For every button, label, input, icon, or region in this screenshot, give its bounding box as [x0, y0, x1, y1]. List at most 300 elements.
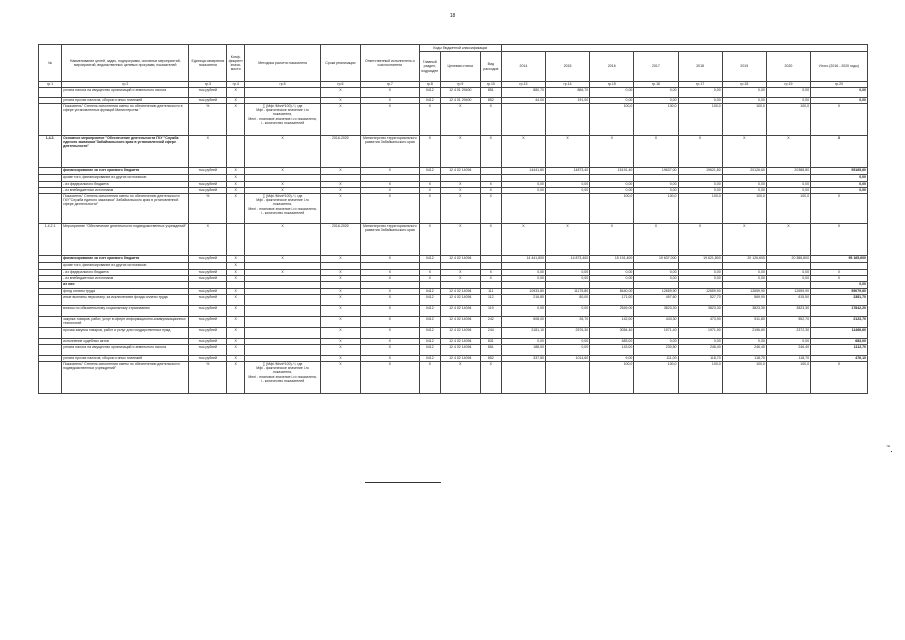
row-year-value: 0,00: [546, 276, 590, 282]
row-year-value: 0,00: [722, 270, 766, 276]
row-year-value: 20 126,600: [722, 256, 766, 263]
row-number: [39, 282, 62, 289]
row-responsible: Х: [360, 362, 419, 394]
row-name: уплата налога на имущество организаций и земельного налога: [62, 88, 189, 98]
row-year-value: 100,0: [766, 194, 810, 224]
row-year-value: 19637,00: [634, 168, 678, 175]
row-responsible: [360, 282, 419, 289]
row-number: [39, 194, 62, 224]
col-header-unit: Единица измерения показателя: [189, 45, 227, 82]
row-method: [245, 328, 321, 339]
row-name: финансирование за счет краевого бюджета: [62, 256, 189, 263]
row-year-value: гр.18: [722, 82, 766, 88]
row-term: Х: [320, 256, 360, 263]
row-year-value: 1971,40: [634, 328, 678, 339]
row-year-value: 0,00: [501, 306, 545, 317]
row-method: Х: [245, 182, 321, 188]
col-header-budget-codes: Коды бюджетной классификации: [419, 45, 501, 52]
row-year-value: [501, 362, 545, 394]
row-total: 476,10: [811, 356, 868, 362]
row-year-value: 188,00: [501, 345, 545, 356]
row-section: 0412: [419, 339, 440, 345]
row-section: гр.8: [419, 82, 440, 88]
row-coefficient: Х: [227, 345, 245, 356]
row-expense-type: [480, 282, 501, 289]
row-year-value: 0,00: [590, 88, 634, 98]
row-expense-type: Х: [480, 194, 501, 224]
row-year-value: 3823,30: [634, 306, 678, 317]
row-method: [245, 263, 321, 270]
row-responsible: Х: [360, 276, 419, 282]
row-unit: Х: [189, 224, 227, 256]
col-header-year: 2015: [546, 52, 590, 82]
row-year-value: 19 621,800: [678, 256, 722, 263]
row-year-value: Х: [501, 136, 545, 168]
row-expense-type: Х: [480, 188, 501, 194]
row-method: [245, 88, 321, 98]
row-year-value: 0,00: [766, 270, 810, 276]
row-expense-type: Х: [480, 104, 501, 136]
row-target-article: Х: [440, 136, 480, 168]
row-expense-type: [480, 256, 501, 263]
row-coefficient: Х: [227, 194, 245, 224]
row-year-value: 10933,80: [501, 289, 545, 295]
col-header-no: №: [39, 45, 62, 82]
row-year-value: 15 191,400: [590, 256, 634, 263]
row-coefficient: Х: [227, 356, 245, 362]
row-name: уплата прочих налогов, сборов и иных платежей: [62, 98, 189, 104]
row-year-value: 0,00: [766, 98, 810, 104]
row-name: Мероприятие "Обеспечение деятельности подведомственных учреждений": [62, 224, 189, 256]
row-target-article: 12 4 02 14094: [440, 339, 480, 345]
row-year-value: 0,00: [590, 276, 634, 282]
row-section: 0412: [419, 98, 440, 104]
row-term: Х: [320, 194, 360, 224]
row-method: Х: [245, 256, 321, 263]
row-target-article: [440, 263, 480, 270]
row-year-value: 3054,40: [590, 328, 634, 339]
row-responsible: Х: [360, 104, 419, 136]
row-target-article: Х: [440, 104, 480, 136]
row-method: [245, 295, 321, 306]
row-year-value: 100,0: [766, 104, 810, 136]
row-responsible: [360, 175, 419, 182]
row-term: Х: [320, 295, 360, 306]
row-coefficient: Х: [227, 88, 245, 98]
row-total: 17842,20: [811, 306, 868, 317]
row-year-value: [678, 175, 722, 182]
row-year-value: 0,00: [546, 270, 590, 276]
row-target-article: 12 4 02 14094: [440, 317, 480, 328]
row-year-value: 12659,90: [634, 289, 678, 295]
row-total: 0,00: [811, 98, 868, 104]
row-year-value: 0,00: [546, 182, 590, 188]
row-year-value: 171,00: [590, 295, 634, 306]
table-row: [39, 317, 868, 328]
row-total: 59079,60: [811, 289, 868, 295]
row-target-article: 12 4 02 14094: [440, 289, 480, 295]
row-year-value: Х: [722, 224, 766, 256]
row-expense-type: [480, 175, 501, 182]
row-year-value: 0,00: [634, 98, 678, 104]
row-coefficient: Х: [227, 362, 245, 394]
row-coefficient: Х: [227, 256, 245, 263]
row-year-value: [546, 362, 590, 394]
row-term: Х: [320, 317, 360, 328]
row-year-value: 100,0: [590, 362, 634, 394]
row-year-value: 80,00: [546, 295, 590, 306]
row-unit: [189, 263, 227, 270]
row-year-value: [546, 282, 590, 289]
row-method: гр.5: [245, 82, 321, 88]
row-term: [320, 175, 360, 182]
row-unit: тыс.рублей: [189, 295, 227, 306]
row-year-value: 0,00: [678, 270, 722, 276]
row-number: [39, 256, 62, 263]
row-year-value: 0,00: [634, 276, 678, 282]
row-year-value: 0,00: [546, 345, 590, 356]
row-year-value: 19621,80: [678, 168, 722, 175]
row-year-value: 0,00: [501, 270, 545, 276]
row-year-value: 12659,90: [678, 289, 722, 295]
row-coefficient: Х: [227, 270, 245, 276]
row-total: 95165,60: [811, 168, 868, 175]
row-term: Х: [320, 356, 360, 362]
row-target-article: [440, 175, 480, 182]
row-target-article: [440, 282, 480, 289]
row-responsible: Х: [360, 345, 419, 356]
row-unit: %: [189, 104, 227, 136]
program-table-wrapper: [38, 44, 868, 394]
row-number: [39, 88, 62, 98]
row-expense-type: [480, 168, 501, 175]
row-expense-type: Х: [480, 182, 501, 188]
row-year-value: гр.13: [501, 82, 545, 88]
row-year-value: 0,00: [678, 276, 722, 282]
row-target-article: Х: [440, 224, 480, 256]
row-total: 95 165,600: [811, 256, 868, 263]
table-row: [39, 362, 868, 394]
row-year-value: 880,70: [501, 88, 545, 98]
row-name: Показатель" Степень исполнения сметы по обеспечению деятельности подведомственных учреждений": [62, 362, 189, 394]
row-expense-type: Х: [480, 362, 501, 394]
row-year-value: 100,0: [678, 194, 722, 224]
row-year-value: [546, 175, 590, 182]
row-year-value: 0,00: [501, 276, 545, 282]
row-year-value: 246,40: [722, 345, 766, 356]
table-row: [39, 175, 868, 182]
row-year-value: 0,00: [766, 276, 810, 282]
row-responsible: Х: [360, 188, 419, 194]
row-year-value: 118,70: [766, 356, 810, 362]
row-unit: тыс.рублей: [189, 328, 227, 339]
row-method: [245, 194, 321, 224]
row-year-value: 246,40: [678, 345, 722, 356]
row-section: Х: [419, 136, 440, 168]
row-term: Х: [320, 328, 360, 339]
row-name: - из внебюджетных источников: [62, 276, 189, 282]
row-year-value: 100,0: [722, 194, 766, 224]
row-year-value: [722, 175, 766, 182]
row-coefficient: Х: [227, 188, 245, 194]
row-method: [245, 104, 321, 136]
row-method: Х: [245, 168, 321, 175]
row-year-value: 14 441,800: [501, 256, 545, 263]
row-number: [39, 175, 62, 182]
row-total: Х: [811, 362, 868, 394]
row-number: [39, 317, 62, 328]
table-row: [39, 104, 868, 136]
method-line: i - количество показателей: [260, 120, 305, 125]
row-term: Х: [320, 345, 360, 356]
row-year-value: 0,00: [722, 276, 766, 282]
row-year-value: 0,00: [546, 188, 590, 194]
row-year-value: [634, 175, 678, 182]
page-number: 18: [449, 13, 456, 19]
row-expense-type: 111: [480, 289, 501, 295]
row-name: уплата прочих налогов, сборов и иных платежей: [62, 356, 189, 362]
row-total: Х: [811, 136, 868, 168]
row-year-value: [678, 263, 722, 270]
row-name: финансирование за счет краевого бюджета: [62, 168, 189, 175]
row-term: Х: [320, 270, 360, 276]
row-year-value: Х: [766, 136, 810, 168]
row-coefficient: Х: [227, 317, 245, 328]
row-section: Х: [419, 362, 440, 394]
row-total: Х: [811, 276, 868, 282]
row-year-value: 1014,60: [546, 356, 590, 362]
row-name: Показатель" Степень исполнения сметы по обеспечению деятельности в сфере установленных функций Министерства ": [62, 104, 189, 136]
row-year-value: 2181,10: [501, 328, 545, 339]
row-expense-type: 851: [480, 88, 501, 98]
row-year-value: Х: [722, 136, 766, 168]
col-header-method: Методика расчета показателя: [245, 45, 321, 82]
row-responsible: Х: [360, 328, 419, 339]
table-row: [39, 88, 868, 98]
row-total: 0,00: [811, 182, 868, 188]
row-year-value: 0,00: [722, 88, 766, 98]
row-target-article: 12 4 02 14094: [440, 356, 480, 362]
row-target-article: Х: [440, 182, 480, 188]
row-name: - из федерального бюджета: [62, 182, 189, 188]
row-year-value: [722, 282, 766, 289]
row-year-value: 0,00: [634, 270, 678, 276]
row-name: прочая закупка товаров, работ и услуг для государственных нужд: [62, 328, 189, 339]
row-target-article: Х: [440, 188, 480, 194]
row-unit: тыс.рублей: [189, 276, 227, 282]
row-year-value: [546, 104, 590, 136]
row-unit: тыс.рублей: [189, 306, 227, 317]
row-term: [320, 263, 360, 270]
row-year-value: 0,00: [634, 339, 678, 345]
row-number: [39, 263, 62, 270]
row-expense-type: Х: [480, 136, 501, 168]
row-name: уплата налога на имущество организаций и земельного налога: [62, 345, 189, 356]
row-total: 683,00: [811, 339, 868, 345]
method-line: Мплi - плановое значение i-го показателя,: [248, 206, 317, 211]
row-year-value: [501, 282, 545, 289]
row-coefficient: Х: [227, 98, 245, 104]
col-header-year: 2017: [634, 52, 678, 82]
row-year-value: 0,00: [766, 88, 810, 98]
row-total: 11466,60: [811, 328, 868, 339]
row-method: [245, 345, 321, 356]
row-year-value: Х: [634, 224, 678, 256]
col-header-spacer: [501, 45, 867, 52]
row-name: - из федерального бюджета: [62, 270, 189, 276]
row-year-value: 0,00: [678, 188, 722, 194]
row-year-value: [501, 194, 545, 224]
row-expense-type: 112: [480, 295, 501, 306]
col-header-year: 2020: [766, 52, 810, 82]
row-method: [245, 317, 321, 328]
row-coefficient: Х: [227, 168, 245, 175]
row-unit: гр.3: [189, 82, 227, 88]
row-coefficient: Х: [227, 328, 245, 339]
row-year-value: 100,0: [634, 194, 678, 224]
row-year-value: [634, 263, 678, 270]
row-unit: тыс.рублей: [189, 168, 227, 175]
row-name: иные выплаты персоналу, за исключением фонда оплаты труда: [62, 295, 189, 306]
row-target-article: 12 4 01 29400: [440, 88, 480, 98]
row-year-value: гр.15: [590, 82, 634, 88]
row-year-value: [634, 282, 678, 289]
row-target-article: 12 4 02 14094: [440, 306, 480, 317]
table-row: [39, 194, 868, 224]
row-expense-type: гр.10: [480, 82, 501, 88]
row-year-value: 866,70: [546, 88, 590, 98]
row-number: [39, 295, 62, 306]
row-year-value: Х: [501, 224, 545, 256]
row-year-value: гр.16: [634, 82, 678, 88]
row-name: исполнение судебных актов: [62, 339, 189, 345]
row-section: Х: [419, 224, 440, 256]
row-number: [39, 104, 62, 136]
row-year-value: гр.14: [546, 82, 590, 88]
row-total: 0,00: [811, 175, 868, 182]
row-expense-type: 244: [480, 328, 501, 339]
row-responsible: Х: [360, 182, 419, 188]
row-responsible: Министерство территориального развития Забайкальского края: [360, 136, 419, 168]
row-unit: тыс.рублей: [189, 98, 227, 104]
row-responsible: Х: [360, 295, 419, 306]
row-unit: тыс.рублей: [189, 339, 227, 345]
row-year-value: 100,0: [678, 104, 722, 136]
col-header-target-article: Целевая статья: [440, 52, 480, 82]
row-unit: тыс.рублей: [189, 256, 227, 263]
row-unit: тыс.рублей: [189, 88, 227, 98]
row-number: [39, 328, 62, 339]
row-year-value: 2576,30: [546, 328, 590, 339]
row-target-article: 12 4 02 14094: [440, 168, 480, 175]
row-year-value: 19 637,000: [634, 256, 678, 263]
row-year-value: 0,00: [766, 182, 810, 188]
row-year-value: 14 873,400: [546, 256, 590, 263]
table-body: [39, 82, 868, 394]
col-header-name: Наименование целей, задач, подпрограмм, основных мероприятий, мероприятий, ведомственных целевых программ, показателей: [62, 45, 189, 82]
row-target-article: 12 4 02 14094: [440, 345, 480, 356]
row-responsible: Х: [360, 306, 419, 317]
row-year-value: [501, 175, 545, 182]
row-year-value: 14873,40: [546, 168, 590, 175]
row-year-value: 0,00: [678, 182, 722, 188]
row-number: гр.1: [39, 82, 62, 88]
row-responsible: Х: [360, 270, 419, 276]
row-year-value: 0,00: [546, 339, 590, 345]
row-year-value: 100,0: [722, 104, 766, 136]
row-unit: тыс.рублей: [189, 345, 227, 356]
row-unit: тыс.рублей: [189, 317, 227, 328]
col-header-coef: Коэф-фициент значи-мости: [227, 45, 245, 82]
row-year-value: 20126,60: [722, 168, 766, 175]
col-header-year: 2018: [678, 52, 722, 82]
corner-dot: [891, 451, 892, 452]
row-name: фонд оплаты труда: [62, 289, 189, 295]
row-responsible: Х: [360, 289, 419, 295]
table-row: [39, 168, 868, 175]
row-term: Х: [320, 306, 360, 317]
row-year-value: 443,30: [634, 317, 678, 328]
row-year-value: 1971,90: [678, 328, 722, 339]
row-year-value: 0,00: [722, 182, 766, 188]
row-section: [419, 175, 440, 182]
row-year-value: 569,90: [722, 295, 766, 306]
row-year-value: 683,00: [590, 339, 634, 345]
row-number: 1.4.2.1: [39, 224, 62, 256]
row-method: [245, 175, 321, 182]
row-year-value: [766, 282, 810, 289]
row-responsible: Х: [360, 194, 419, 224]
row-target-article: 12 4 01 29400: [440, 98, 480, 104]
row-year-value: 11175,80: [546, 289, 590, 295]
row-total: 0,00: [811, 188, 868, 194]
row-coefficient: Х: [227, 182, 245, 188]
row-year-value: 12659,90: [722, 289, 766, 295]
row-expense-type: [480, 263, 501, 270]
row-responsible: Х: [360, 98, 419, 104]
row-section: 0412: [419, 295, 440, 306]
row-year-value: 100,0: [634, 362, 678, 394]
row-year-value: 0,00: [590, 188, 634, 194]
row-coefficient: [227, 224, 245, 256]
row-expense-type: 851: [480, 345, 501, 356]
row-responsible: Министерство территориального развития Забайкальского края: [360, 224, 419, 256]
row-responsible: Х: [360, 168, 419, 175]
table-row: [39, 282, 868, 289]
row-coefficient: Х: [227, 306, 245, 317]
row-year-value: [501, 104, 545, 136]
table-row: [39, 345, 868, 356]
row-year-value: 0,00: [634, 188, 678, 194]
row-total: 2381,70: [811, 295, 868, 306]
row-target-article: 12 4 02 14094: [440, 256, 480, 263]
row-year-value: 20 388,800: [766, 256, 810, 263]
row-section: 0412: [419, 88, 440, 98]
table-row: [39, 328, 868, 339]
row-year-value: 118,70: [722, 356, 766, 362]
row-expense-type: 831: [480, 339, 501, 345]
row-total: гр.20: [811, 82, 868, 88]
row-unit: тыс.рублей: [189, 188, 227, 194]
row-method: [245, 362, 321, 394]
row-year-value: гр.17: [678, 82, 722, 88]
table-header: [39, 45, 868, 82]
table-row: [39, 295, 868, 306]
row-year-value: 0,00: [590, 182, 634, 188]
row-number: [39, 362, 62, 394]
row-method: Х: [245, 224, 321, 256]
row-year-value: 14441,80: [501, 168, 545, 175]
